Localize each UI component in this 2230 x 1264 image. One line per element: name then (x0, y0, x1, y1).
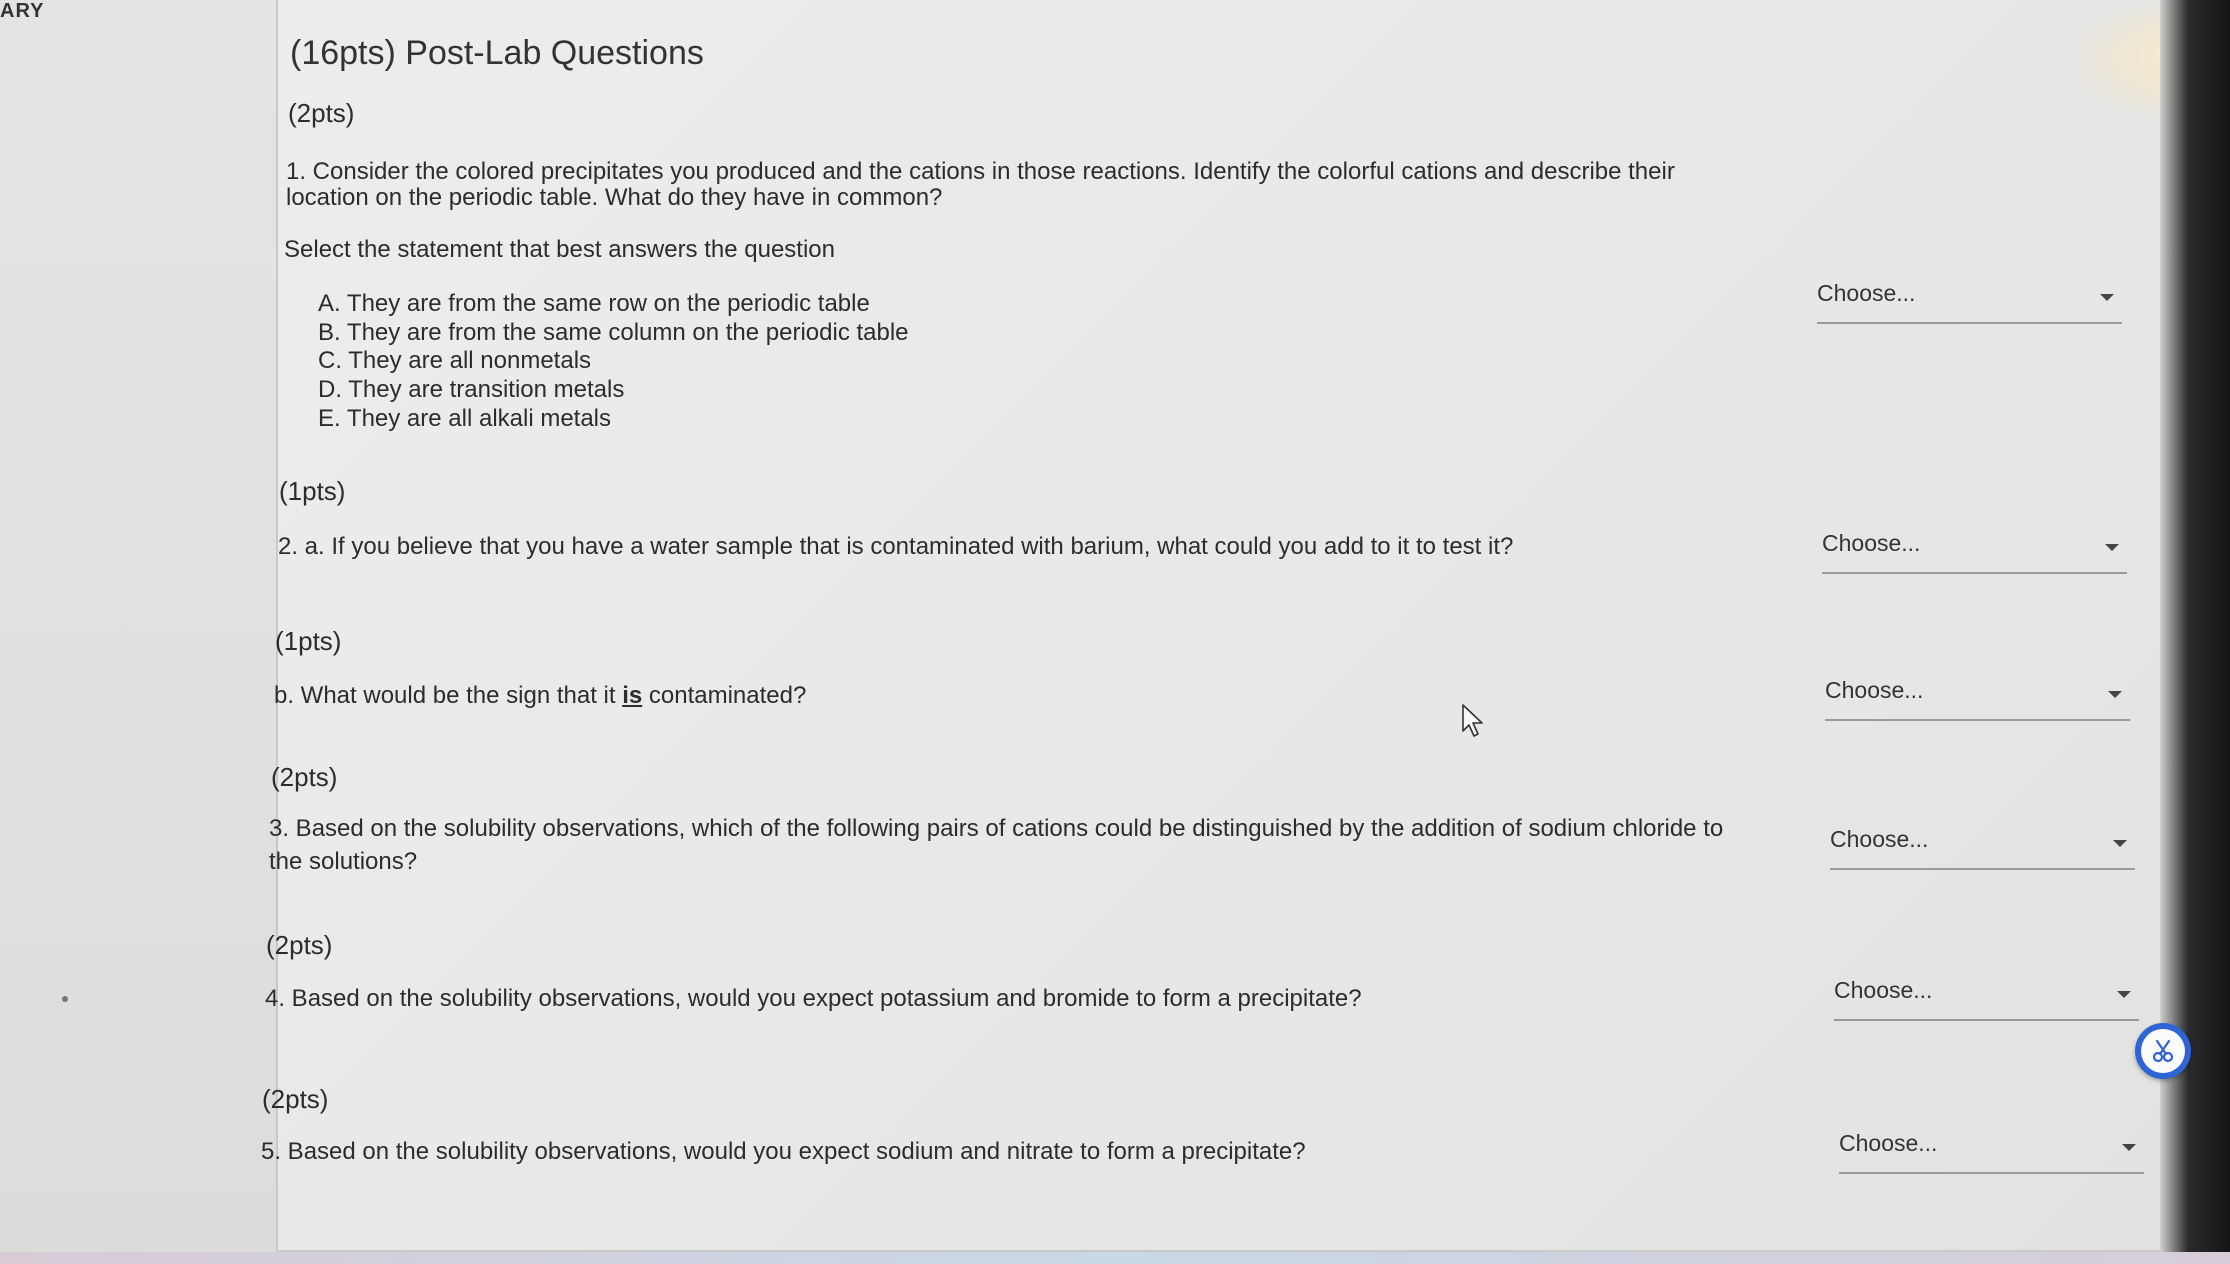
question-1-option-c: C. They are all nonmetals (318, 347, 592, 374)
mouse-pointer-icon (1461, 703, 1487, 744)
question-1-option-e: E. They are all alkali metals (318, 405, 612, 432)
question-1-text-line2: location on the periodic table. What do they have in common? (286, 184, 943, 211)
question-4-points: (2pts) (266, 930, 333, 960)
dropdown-label: Choose... (1839, 1130, 1938, 1156)
dropdown-label: Choose... (1834, 977, 1933, 1003)
question-2b-text-before: b. What would be the sign that it (274, 682, 623, 709)
question-2b-answer-dropdown[interactable] (1825, 677, 2130, 721)
dropdown-label: Choose... (1817, 280, 1916, 306)
bottom-strip (0, 1252, 2230, 1264)
quiz-content (261, 0, 2160, 1252)
question-2b-points: (1pts) (275, 626, 342, 656)
dropdown-label: Choose... (1822, 530, 1921, 556)
question-1-option-a: A. They are from the same row on the periodic table (318, 290, 870, 317)
sidebar-dot (62, 996, 68, 1002)
question-5-answer-dropdown[interactable] (1839, 1130, 2144, 1174)
chevron-down-icon (2122, 1144, 2136, 1151)
question-2b-text (274, 682, 806, 709)
scissors-icon (2141, 1029, 2185, 1073)
question-1-option-d: D. They are transition metals (318, 376, 625, 403)
question-5-points: (2pts) (262, 1084, 329, 1114)
question-5-text: 5. Based on the solubility observations, would you expect sodium and nitrate to form a precipitate? (261, 1138, 1306, 1165)
question-2a-text: 2. a. If you believe that you have a water sample that is contaminated with barium, what could you add to it to test it? (278, 533, 1514, 560)
fab-inner (2141, 1029, 2185, 1073)
left-sidebar (0, 0, 278, 1264)
question-4-answer-dropdown[interactable] (1834, 977, 2139, 1021)
question-1-option-b: B. They are from the same column on the periodic table (318, 319, 909, 346)
question-1-instruction: Select the statement that best answers the question (284, 236, 835, 263)
question-2a-points: (1pts) (279, 476, 346, 506)
chevron-down-icon (2105, 544, 2119, 551)
question-1-text-line1: 1. Consider the colored precipitates you produced and the cations in those reactions. Identify the colorful cations and describe their (286, 158, 1675, 185)
question-2a-answer-dropdown[interactable] (1822, 530, 2127, 574)
dropdown-label: Choose... (1825, 677, 1924, 703)
question-1-answer-dropdown[interactable] (1817, 280, 2122, 324)
sidebar-label: ARY (0, 0, 45, 22)
question-2b-text-after: contaminated? (642, 682, 807, 709)
chevron-down-icon (2113, 840, 2127, 847)
question-1-points: (2pts) (288, 98, 355, 128)
question-3-text-line1: 3. Based on the solubility observations, which of the following pairs of cations could be distinguished by the addition of sodium chloride to (269, 815, 1724, 842)
chevron-down-icon (2108, 691, 2122, 698)
question-3-text-line2: the solutions? (269, 848, 418, 875)
page-title: (16pts) Post-Lab Questions (290, 34, 704, 72)
question-3-points: (2pts) (271, 762, 338, 792)
question-3-answer-dropdown[interactable] (1830, 826, 2135, 870)
floating-action-button[interactable] (2135, 1023, 2191, 1079)
chevron-down-icon (2100, 294, 2114, 301)
dropdown-label: Choose... (1830, 826, 1929, 852)
chevron-down-icon (2117, 991, 2131, 998)
question-2b-emphasis: is (622, 682, 643, 709)
question-4-text: 4. Based on the solubility observations, would you expect potassium and bromide to form a precipitate? (265, 985, 1362, 1012)
